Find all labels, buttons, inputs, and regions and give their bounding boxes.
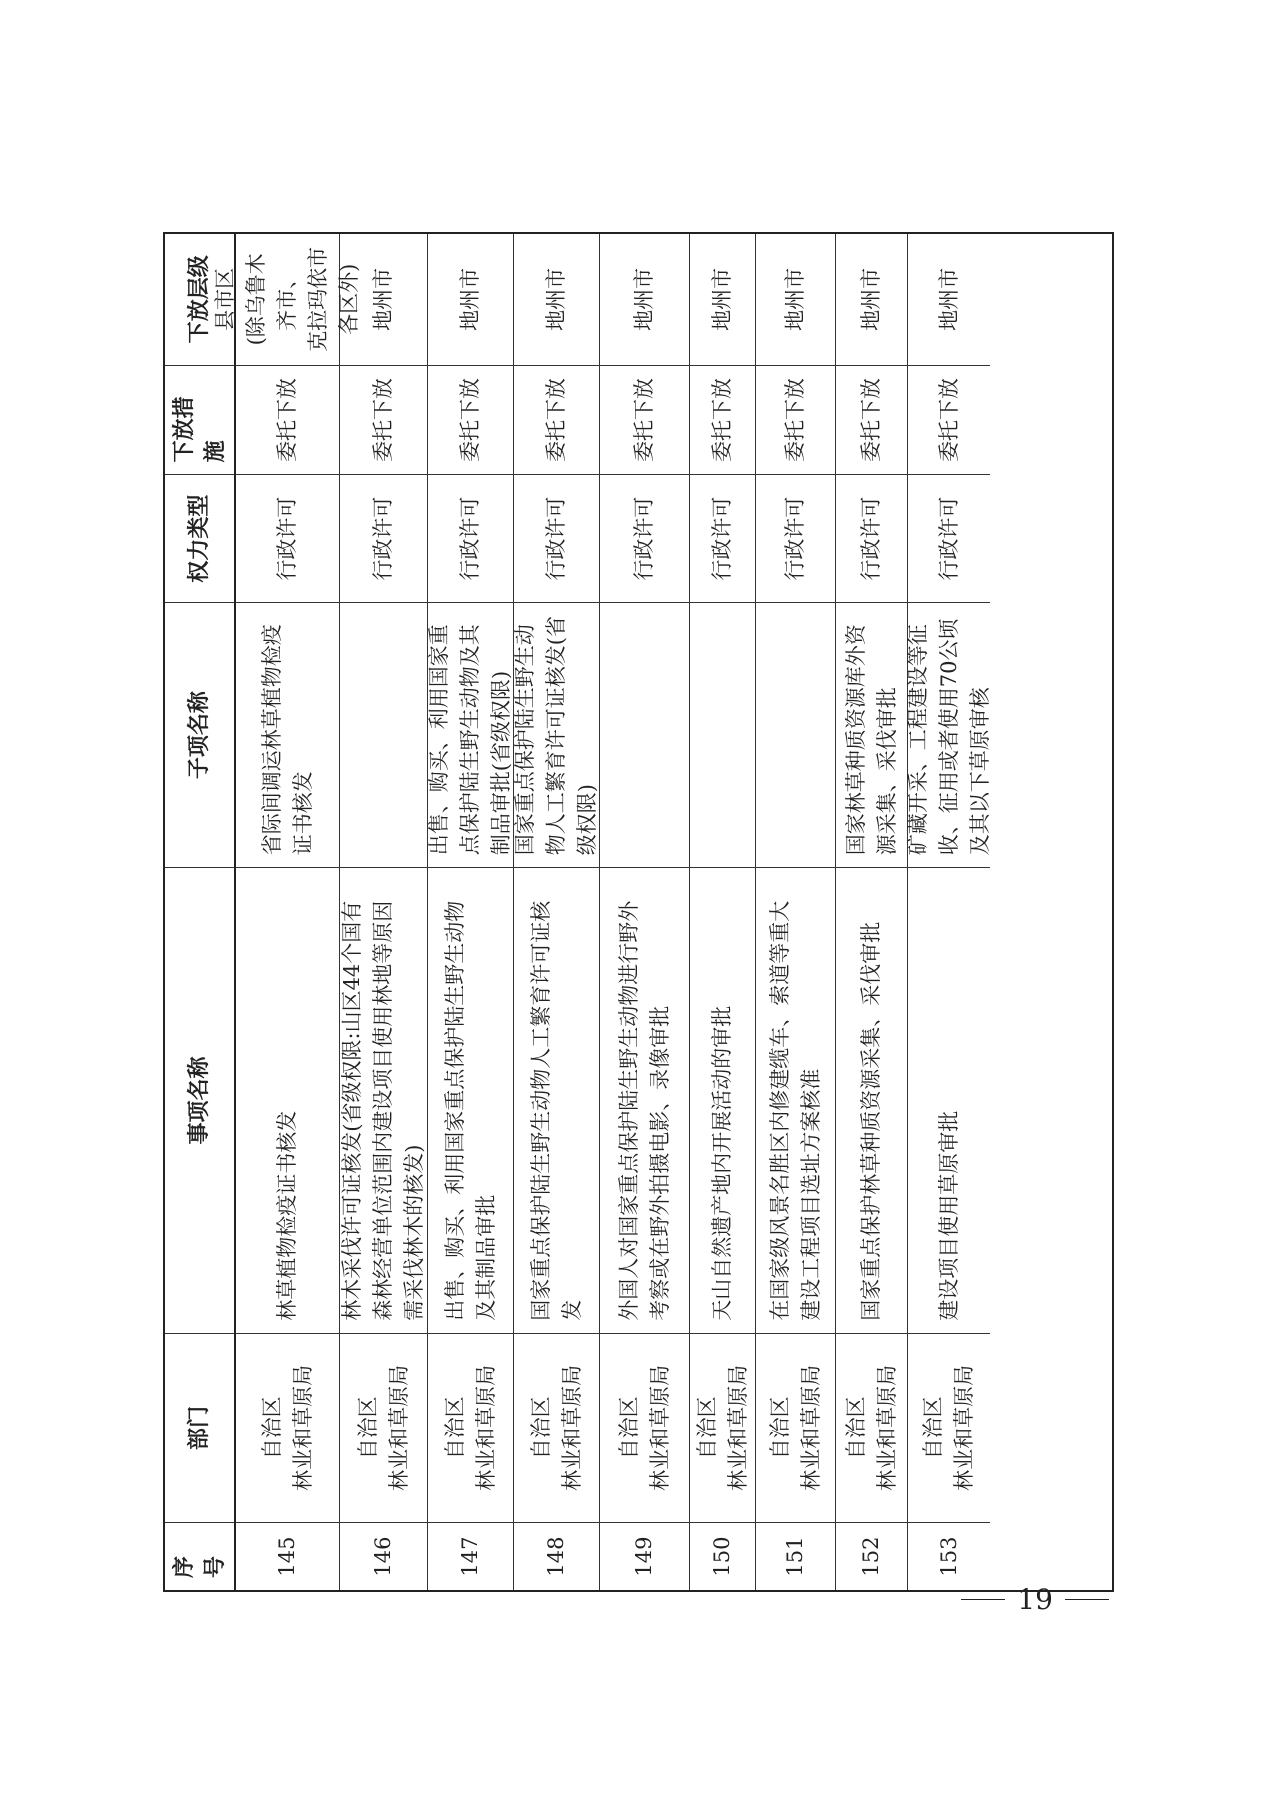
- table-row: [690, 234, 756, 1590]
- dept-line: 林业和草原局: [290, 1364, 315, 1491]
- cell-sub: [600, 602, 689, 867]
- cell-sub: [756, 602, 835, 867]
- cell-measure: 委托下放: [836, 365, 907, 475]
- left-dash: [961, 1599, 1005, 1600]
- dept-line: 林业和草原局: [386, 1364, 411, 1491]
- cell-item: 建设项目使用草原审批: [908, 867, 990, 1333]
- cell-measure: 委托下放: [908, 365, 990, 475]
- cell-no: 147: [428, 1522, 513, 1590]
- header-level: 下放层级: [187, 255, 212, 344]
- cell-measure: 委托下放: [690, 365, 755, 475]
- cell-no: 146: [340, 1522, 427, 1590]
- cell-item: 国家重点保护林草种质资源采集、采伐审批: [836, 867, 907, 1333]
- cell-item: 国家重点保护陆生野生动物人工繁育许可证核发: [514, 867, 599, 1333]
- cell-measure: 委托下放: [236, 365, 339, 475]
- cell-dept: [340, 1333, 427, 1522]
- level-text: 地州市: [859, 267, 883, 331]
- delegation-table: [163, 232, 1114, 1592]
- level-line: 克拉玛依市: [306, 246, 330, 352]
- table-row: [213, 234, 361, 1590]
- cell-no: 150: [690, 1522, 755, 1590]
- cell-level: [836, 234, 907, 365]
- cell-level: [908, 234, 990, 365]
- dept-line: 自治区: [442, 1396, 467, 1460]
- dept-line: 自治区: [694, 1396, 719, 1460]
- level-text: 地州市: [783, 267, 807, 331]
- dept-line: 林业和草原局: [952, 1364, 976, 1491]
- cell-dept: [600, 1333, 689, 1522]
- cell-dept: [836, 1333, 907, 1522]
- level-text: 地州市: [544, 267, 568, 331]
- cell-no: 151: [756, 1522, 835, 1590]
- table-row: [756, 234, 836, 1590]
- cell-item: 出售、购买、利用国家重点保护陆生野生动物及其制品审批: [428, 867, 513, 1333]
- header-item: 事项名称: [165, 867, 234, 1333]
- header-measure: 下放措施: [165, 365, 234, 475]
- cell-no: 145: [236, 1522, 339, 1590]
- table-row: [428, 234, 514, 1590]
- cell-dept: [428, 1333, 513, 1522]
- table-body: [213, 234, 992, 1590]
- table-row: [340, 234, 428, 1590]
- cell-measure: 委托下放: [514, 365, 599, 475]
- cell-item: 林木采伐许可证核发(省级权限:山区44个国有森林经营单位范围内建设项目使用林地等原因需采伐林木的核发): [340, 867, 427, 1333]
- cell-no: 152: [836, 1522, 907, 1590]
- cell-type: 行政许可: [690, 474, 755, 602]
- header-no: 序号: [165, 1522, 234, 1590]
- cell-measure: 委托下放: [600, 365, 689, 475]
- header-dept: 部门: [165, 1333, 234, 1522]
- dept-line: 自治区: [921, 1396, 945, 1460]
- cell-sub: 国家重点保护陆生野生动物人工繁育许可证核发(省级权限): [514, 602, 599, 867]
- cell-type: 行政许可: [756, 474, 835, 602]
- cell-item: 在国家级风景名胜区内修建缆车、索道等重大建设工程项目选址方案核准: [756, 867, 835, 1333]
- table-header-row: [165, 234, 236, 1590]
- level-text: 地州市: [936, 267, 961, 331]
- cell-type: 行政许可: [428, 474, 513, 602]
- cell-dept: [690, 1333, 755, 1522]
- cell-sub: 矿藏开采、工程建设等征收、征用或者使用70公顷及其以下草原审核: [908, 602, 990, 867]
- cell-type: 行政许可: [908, 474, 990, 602]
- cell-type: 行政许可: [514, 474, 599, 602]
- cell-dept: [908, 1333, 990, 1522]
- table-row: [836, 234, 908, 1590]
- cell-sub: 出售、购买、利用国家重点保护陆生野生动物及其制品审批(省级权限): [428, 602, 513, 867]
- header-sub: 子项名称: [165, 602, 234, 867]
- cell-dept: [236, 1333, 339, 1522]
- cell-measure: 委托下放: [340, 365, 427, 475]
- cell-measure: 委托下放: [428, 365, 513, 475]
- cell-item: 天山自然遗产地内开展活动的审批: [690, 867, 755, 1333]
- level-text: 地州市: [632, 267, 656, 331]
- cell-sub: [340, 602, 427, 867]
- dept-line: 林业和草原局: [647, 1364, 672, 1491]
- cell-level: [428, 234, 513, 365]
- cell-level: [690, 234, 755, 365]
- cell-level: [213, 234, 361, 365]
- table-row: [905, 234, 992, 1590]
- dept-line: 林业和草原局: [798, 1364, 823, 1491]
- cell-level: [514, 234, 599, 365]
- cell-level: [600, 234, 689, 365]
- cell-dept: [514, 1333, 599, 1522]
- dept-line: 自治区: [259, 1396, 284, 1460]
- table-row: [514, 234, 600, 1590]
- cell-level: [340, 234, 427, 365]
- cell-dept: [756, 1333, 835, 1522]
- dept-line: 自治区: [528, 1396, 553, 1460]
- dept-line: 自治区: [843, 1396, 868, 1460]
- dept-line: 林业和草原局: [874, 1364, 899, 1491]
- level-line: (除乌鲁木齐市、: [244, 253, 299, 346]
- cell-measure: 委托下放: [756, 365, 835, 475]
- page-number: [961, 1583, 1109, 1616]
- right-dash: [1065, 1599, 1109, 1600]
- cell-item: 外国人对国家重点保护陆生野生动物进行野外考察或在野外拍摄电影、录像审批: [600, 867, 689, 1333]
- page-number-text: 19: [1017, 1583, 1053, 1616]
- cell-sub: 省际间调运林草植物检疫证书核发: [236, 602, 339, 867]
- header-type: 权力类型: [165, 474, 234, 602]
- cell-sub: 国家林草种质资源库外资源采集、采伐审批: [836, 602, 907, 867]
- level-line: 各区外): [337, 263, 361, 335]
- cell-level: [756, 234, 835, 365]
- cell-item: 林草植物检疫证书核发: [236, 867, 339, 1333]
- dept-line: 林业和草原局: [473, 1364, 498, 1491]
- cell-sub: [690, 602, 755, 867]
- cell-no: 148: [514, 1522, 599, 1590]
- level-text: 地州市: [710, 267, 734, 331]
- dept-line: 自治区: [767, 1396, 792, 1460]
- cell-no: 149: [600, 1522, 689, 1590]
- level-text: 地州市: [371, 267, 395, 331]
- cell-type: 行政许可: [236, 474, 339, 602]
- cell-type: 行政许可: [836, 474, 907, 602]
- table-row: [600, 234, 690, 1590]
- dept-line: 自治区: [355, 1396, 380, 1460]
- cell-type: 行政许可: [340, 474, 427, 602]
- dept-line: 林业和草原局: [725, 1364, 750, 1491]
- level-text: 地州市: [458, 267, 482, 331]
- cell-no: 153: [908, 1522, 990, 1590]
- dept-line: 林业和草原局: [559, 1364, 584, 1491]
- cell-type: 行政许可: [600, 474, 689, 602]
- level-line: 县市区: [213, 267, 237, 331]
- dept-line: 自治区: [616, 1396, 641, 1460]
